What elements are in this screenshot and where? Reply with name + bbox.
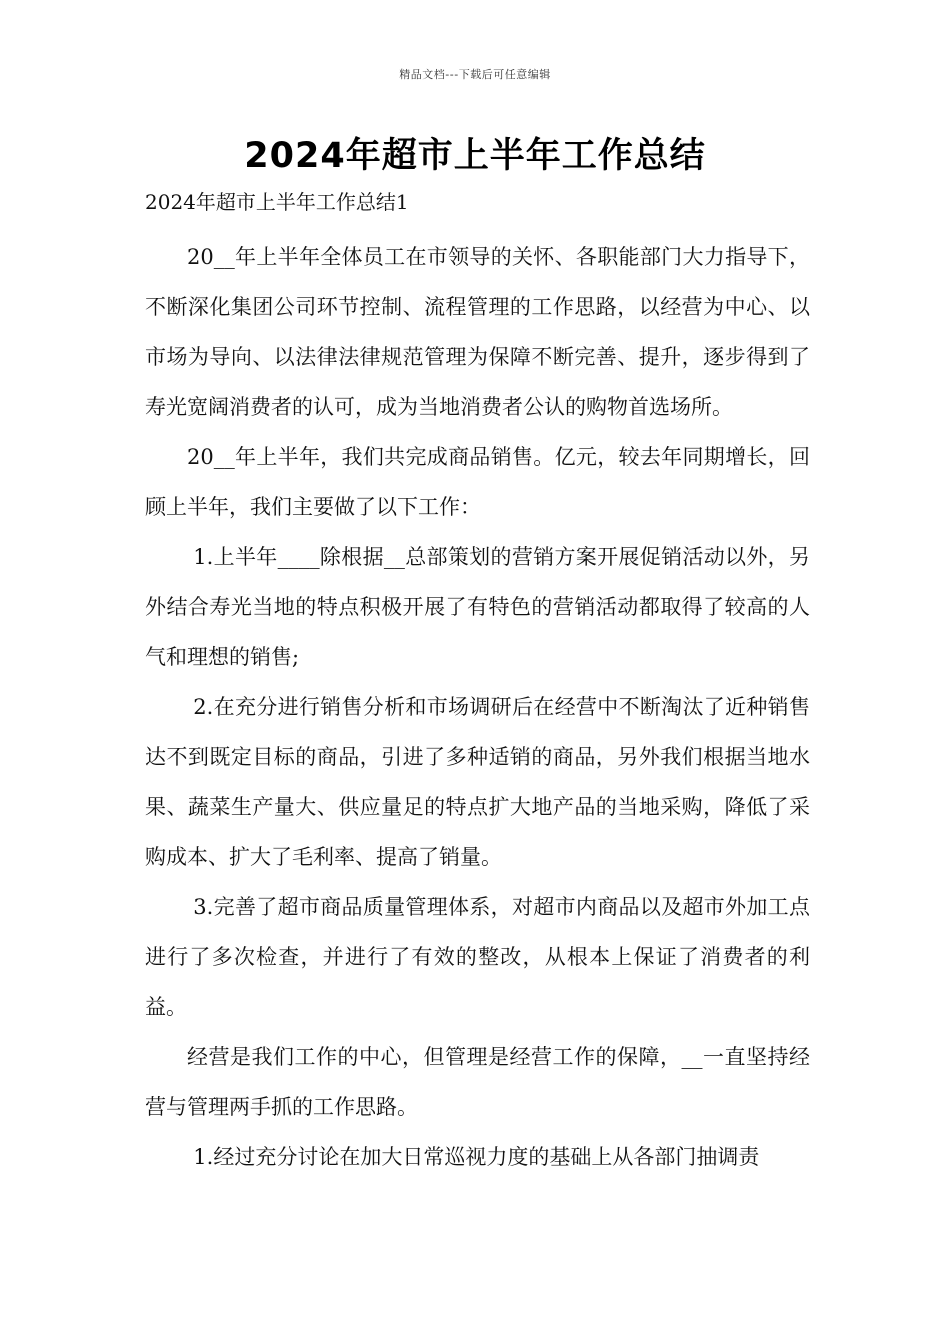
list-item: 1.上半年____除根据__总部策划的营销方案开展促销活动以外，另外结合寿光当地的特点积极开展了有特色的营销活动都取得了较高的人气和理想的销售;	[145, 545, 810, 669]
list-item: 2.在充分进行销售分析和市场调研后在经营中不断淘汰了近种销售达不到既定目标的商品，引进了多种适销的商品，另外我们根据当地水果、蔬菜生产量大、供应量足的特点扩大地产品的当地采购，降低了采购成本、扩大了毛利率、提高了销量。	[145, 695, 810, 869]
list-item: 1.经过充分讨论在加大日常巡视力度的基础上从各部门抽调责	[193, 1145, 760, 1169]
paragraph: 经营是我们工作的中心，但管理是经营工作的保障，__一直坚持经营与管理两手抓的工作思路。	[145, 1045, 810, 1119]
paragraph: 20__年上半年，我们共完成商品销售。亿元，较去年同期增长，回顾上半年，我们主要做了以下工作：	[145, 445, 810, 519]
document-subtitle: 2024年超市上半年工作总结1	[145, 190, 409, 214]
document-body	[145, 232, 810, 1182]
document-title: 2024年超市上半年工作总结	[244, 136, 706, 176]
header-note: 精品文档---下载后可任意编辑	[399, 68, 551, 81]
paragraph: 20__年上半年全体员工在市领导的关怀、各职能部门大力指导下，不断深化集团公司环节控制、流程管理的工作思路，以经营为中心、以市场为导向、以法律法律规范管理为保障不断完善、提升，逐步得到了寿光宽阔消费者的认可，成为当地消费者公认的购物首选场所。	[145, 245, 810, 419]
list-item: 3.完善了超市商品质量管理体系，对超市内商品以及超市外加工点进行了多次检查，并进行了有效的整改，从根本上保证了消费者的利益。	[145, 895, 810, 1019]
